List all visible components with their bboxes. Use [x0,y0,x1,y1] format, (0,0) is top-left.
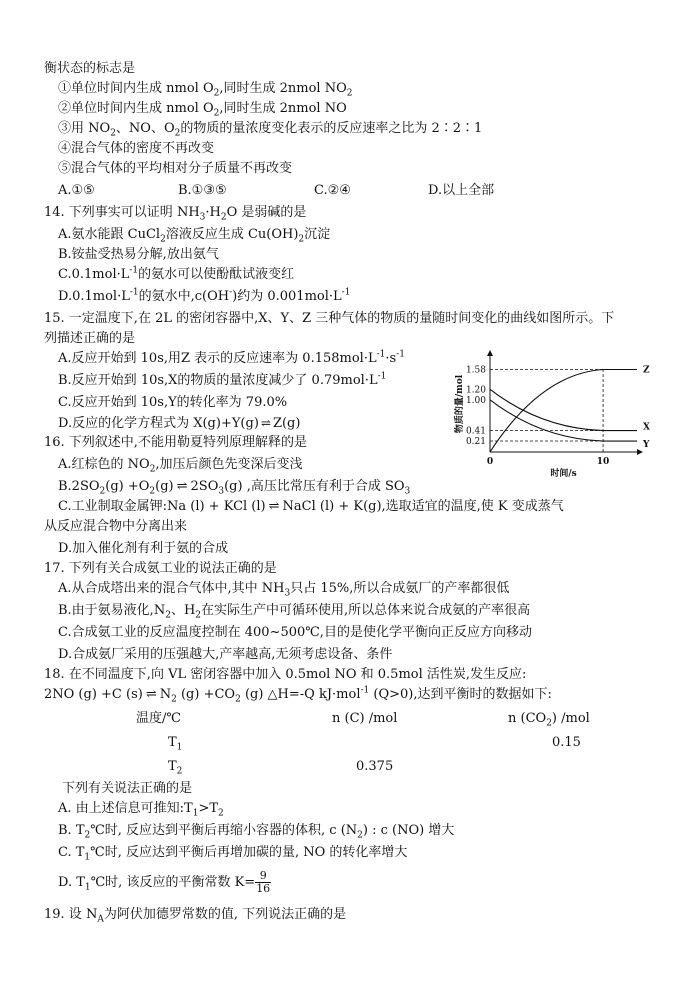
q18-option-a: A. 由上述信息可推知$:T_1>T_2$ [58,801,224,819]
q13-choice-c: C.②④ [314,183,351,198]
q14-stem: 14. 下列事实可以证明 $NH_3\cdot H_2O$ 是弱碱的是 [44,205,307,223]
q18-table-header-temp: 温度/℃ [136,711,181,726]
q13-choice-d: D.以上全部 [428,183,495,198]
equilibrium-arrow-icon: ⇌ [145,687,157,702]
y-tick-label: 1.58 [465,365,486,376]
series-label-y: Y [643,440,650,451]
q15-option-b: B.反应开始到 10s,X的物质的量浓度减少了 $0.79mol\cdot L^{-1}$ [58,371,387,388]
equilibrium-arrow-icon: ⇌ [268,499,280,514]
q15-stem-line1: 15. 一定温度下,在 2L 的密闭容器中,X、Y、Z 三种气体的物质的量随时间变化的曲线如图所示。下 [44,311,615,326]
series-line-y [490,400,637,441]
q17-option-b: B.由于氨易液化$,N_2$、$H_2$在实际生产中可循环使用,所以总体来说合成氨的产率很高 [58,603,531,621]
q14-option-c: $C.0.1mol\cdot L^{-1}$的氨水可以使酚酞试液变红 [58,265,295,282]
q13-item-3: ③用 $NO_2$、NO、$O_2$的物质的量浓度变化表示的反应速率之比为 2∶2∶1 [58,121,483,139]
q16-option-d: D.加入催化剂有利于氨的合成 [58,541,229,556]
q18-row2-nc: 0.375 [356,759,394,774]
q18-table-header-nco2: n $(CO_2)$ /mol [508,711,590,729]
q18-row1-nco2: 0.15 [552,735,581,750]
q13-choice-b: B.①③⑤ [178,183,227,198]
q16-option-c-line2: 从反应混合物中分离出来 [44,519,188,534]
q13-stem-tail: 衡状态的标志是 [44,61,136,76]
equilibrium-arrow-icon: ⇌ [176,479,188,494]
q16-option-c: C.工业制取金属钾:Na (l) + KCl (l) ⇌ NaCl (l) + K(g),选取适宜的温度,使 K 变成蒸气 [58,499,564,514]
q16-option-a: A.红棕色的 $NO_2$,加压后颜色先变深后变浅 [58,457,303,475]
q17-option-d: D.合成氨厂采用的压强越大,产率越高,无须考虑设备、条件 [58,647,393,662]
y-tick-label: 0.41 [465,426,486,437]
q14-option-a: A.氨水能跟 CuCl$_2$溶液反应生成 $Cu(OH)_2$沉淀 [58,227,331,245]
q18-option-b: B. $T_2℃$时, 反应达到平衡后再缩小容器的体积, c $(N_2)$ : c (NO) 增大 [58,823,455,841]
q16-stem: 16. 下列叙述中,不能用勒夏特列原理解释的是 [44,435,307,450]
q18-option-c: C. $T_1℃$时, 反应达到平衡后再增加碳的量, NO 的转化率增大 [58,845,408,863]
q18-intro: 下列有关说法正确的是 [62,781,193,796]
y-axis-arrow-icon [487,350,493,356]
q18-option-d: D. $T_1℃$时, 该反应的平衡常数 K= $\frac{9}{16}$ [58,869,271,895]
q15-option-d: D.反应的化学方程式为 X(g)+Y(g) ⇌ Z(g) [58,416,301,431]
x-axis-label: 时间/s [550,469,577,479]
q19-stem: 19. 设 $N_A$为阿伏加德罗常数的值, 下列说法正确的是 [44,907,347,925]
series-line-z [490,369,637,452]
series-label-z: Z [643,365,650,376]
q15-stem-line2: 列描述正确的是 [44,331,136,346]
q17-option-c: C.合成氨工业的反应温度控制在 400~500℃,目的是使化学平衡向正反应方向移动 [58,625,532,640]
q14-option-b: B.铵盐受热易分解,放出氨气 [58,247,219,262]
y-axis-label: 物质的量/mol [455,374,465,434]
q13-choice-a: A.①⑤ [58,183,95,198]
q17-stem: 17. 下列有关合成氨工业的说法正确的是 [44,561,277,576]
y-tick-label: 1.20 [465,385,486,396]
q14-option-d: $D.0.1mol\cdot L^{-1}$的氨水中,c(OH-)约为 $0.001mol\cdot L^{-1}$ [58,287,351,304]
y-tick-label: 0.21 [465,437,486,448]
series-line-x [490,389,637,430]
q13-item-1: ①单位时间内生成 nmol $O_2$,同时生成 2nmol $NO_2$ [58,81,353,99]
q18-table-header-nc: n (C) /mol [332,711,398,726]
q18-stem: 18. 在不同温度下,向 VL 密闭容器中加入 0.5mol NO 和 0.5mol 活性炭,发生反应: [44,667,527,682]
x-tick-label: 0 [486,457,494,467]
series-label-x: X [643,422,650,433]
q15-option-c: C.反应开始到 10s,Y的转化率为 79.0% [58,395,288,410]
q18-row1-temp: $T_1$ [168,735,183,753]
y-tick-label: 1.00 [465,395,486,406]
q18-row2-temp: $T_2$ [168,759,183,777]
fraction: $\frac{9}{16}$ [256,869,271,895]
q15-chart [452,352,652,477]
q13-item-2: ②单位时间内生成 nmol $O_2$,同时生成 2nmol NO [58,101,347,119]
q17-option-a: A.从合成塔出来的混合气体中,其中 $NH_3$只占 15%,所以合成氨厂的产率都很低 [58,581,510,599]
q13-item-5: ⑤混合气体的平均相对分子质量不再改变 [58,161,293,176]
q18-equation: 2NO (g) +C (s) ⇌ $N_2$ $(g) +CO_2$ (g) △H=-Q kJ·mol$^{-1}$ (Q>0),达到平衡时的数据如下: [44,685,552,705]
equilibrium-arrow-icon: ⇌ [260,416,271,430]
x-tick-label: 10 [596,457,610,467]
q16-option-b: $B.2SO_2(g) +O_2(g)$ ⇌ $2SO_3(g)$ ,高压比常压有利于合成 $SO_3$ [58,479,411,497]
q15-option-a: A.反应开始到 10s,用Z 表示的反应速率为 $0.158mol\cdot L^{-1}\cdot s^{-1}$ [58,349,405,366]
q13-item-4: ④混合气体的密度不再改变 [58,141,215,156]
